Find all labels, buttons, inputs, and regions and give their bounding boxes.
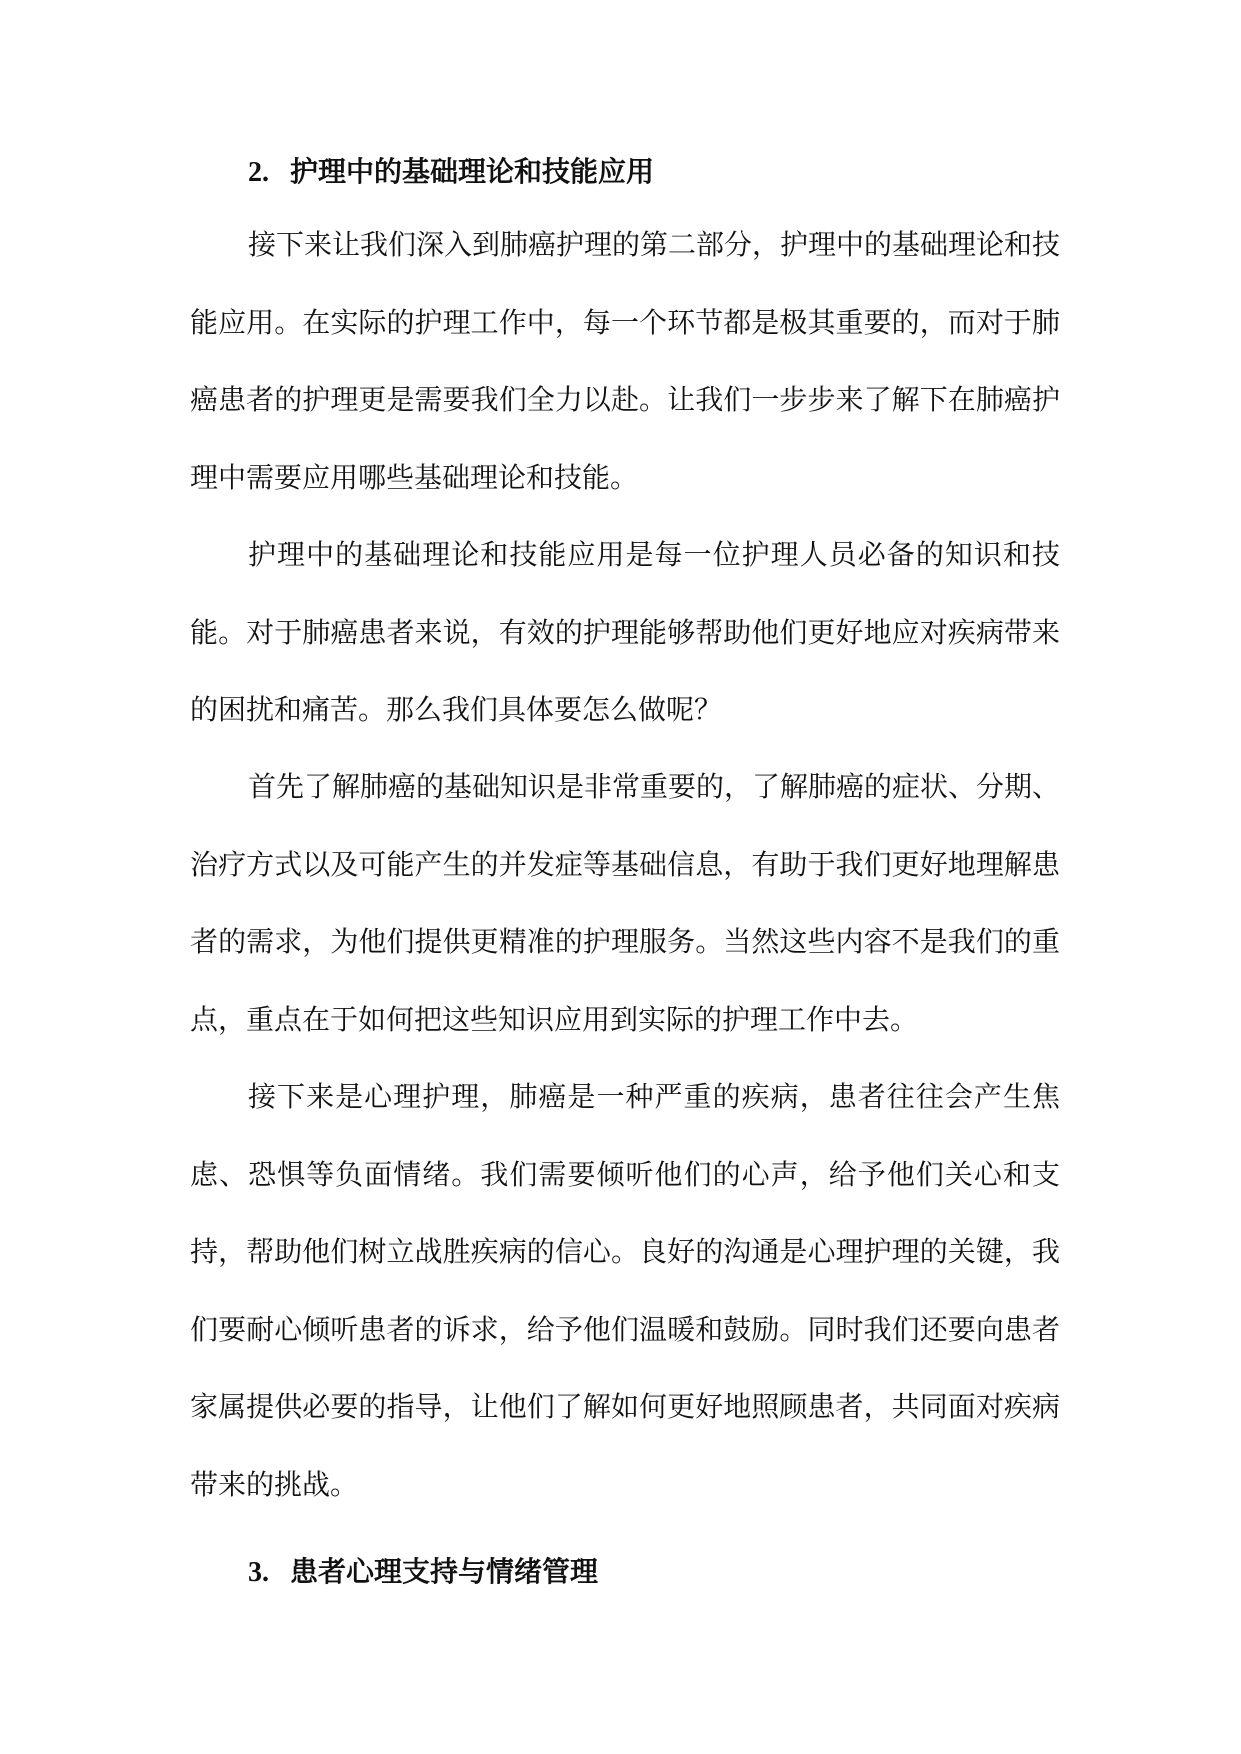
paragraph-4: 接下来是心理护理，肺癌是一种严重的疾病，患者往往会产生焦虑、恐惧等负面情绪。我们需要倾听他们的心声，给予他们关心和支持，帮助他们树立战胜疾病的信心。良好的沟通是心理护理的关键，我们要耐心倾听患者的诉求，给予他们温暖和鼓励。同时我们还要向患者家属提供必要的指导，让他们了解如何更好地照顾患者，共同面对疾病带来的挑战。 bbox=[190, 1080, 1060, 1501]
section-heading-2 bbox=[248, 152, 654, 193]
section-number: 2. bbox=[248, 157, 269, 188]
paragraph-3: 首先了解肺癌的基础知识是非常重要的，了解肺癌的症状、分期、治疗方式以及可能产生的并发症等基础信息，有助于我们更好地理解患者的需求，为他们提供更精准的护理服务。当然这些内容不是我们的重点，重点在于如何把这些知识应用到实际的护理工作中去。 bbox=[190, 770, 1061, 1036]
section-number: 3. bbox=[248, 1557, 269, 1588]
paragraph-2: 护理中的基础理论和技能应用是每一位护理人员必备的知识和技能。对于肺癌患者来说，有效的护理能够帮助他们更好地应对疾病带来的困扰和痛苦。那么我们具体要怎么做呢？ bbox=[190, 538, 1060, 727]
section-title: 护理中的基础理论和技能应用 bbox=[290, 155, 655, 188]
paragraph-1: 接下来让我们深入到肺癌护理的第二部分，护理中的基础理论和技能应用。在实际的护理工作中，每一个环节都是极其重要的，而对于肺癌患者的护理更是需要我们全力以赴。让我们一步步来了解下在肺癌护理中需要应用哪些基础理论和技能。 bbox=[190, 228, 1061, 494]
section-heading-3 bbox=[248, 1552, 598, 1593]
section-title: 患者心理支持与情绪管理 bbox=[290, 1555, 599, 1588]
